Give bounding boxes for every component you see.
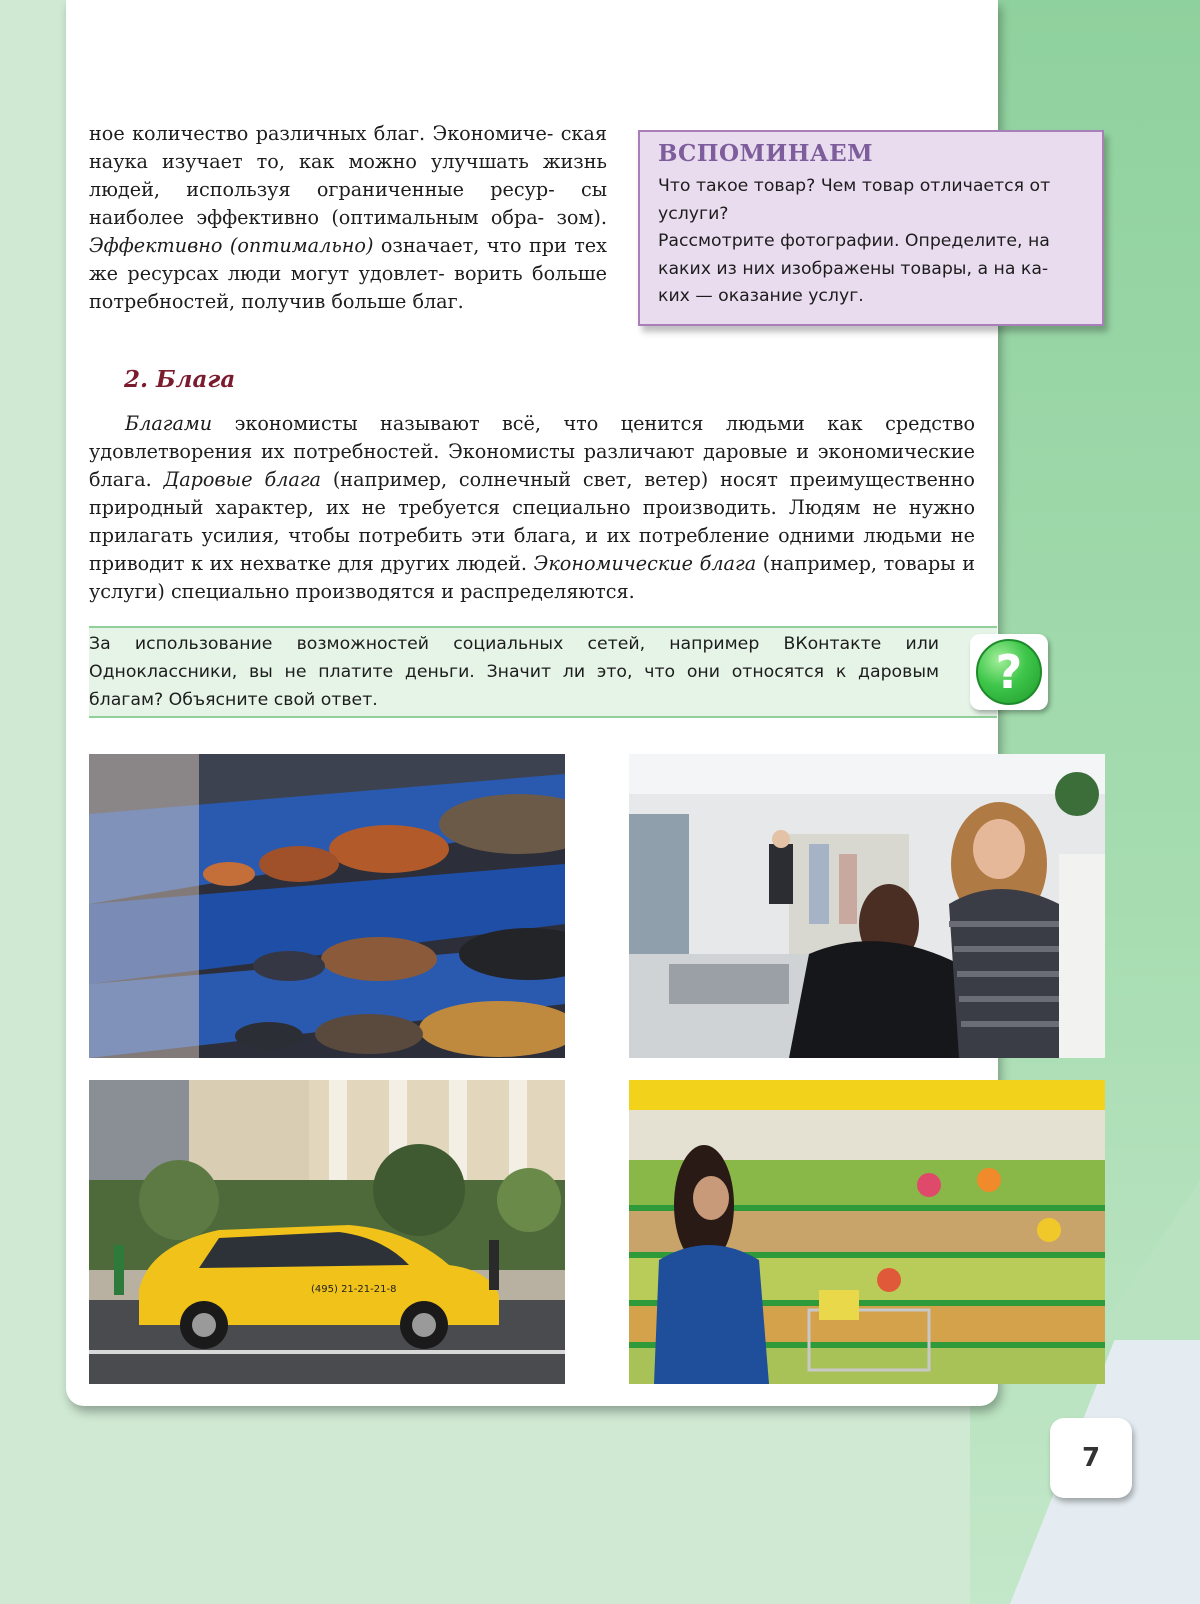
taxi-phone-label: (495) 21-21-21-8 — [311, 1284, 397, 1295]
question-mark-icon: ? — [976, 639, 1042, 705]
photo-hair-salon — [629, 754, 1105, 1058]
remember-text: Что такое товар? Чем товар отличается от услуги? Рассмотрите фотографии. Определите, на каких из них изображены товары, а на ка- ких — оказание услуг. — [658, 176, 1051, 306]
goods-paragraph: Благами экономисты называют всё, что ценится людьми как средство удовлетворения их потребностей. Экономисты различают даровые и экономические блага. Даровые блага (например, солнечный свет, ветер) носят преимущественно природный характер, их не требуется специально производить. Людям не нужно прилагать усилия, чтобы потребить эти блага, и их потребление одними людьми не приводит к их нехватке для других людей. Экономические блага (например, товары и услуги) специально производятся и распределяются. — [89, 412, 975, 603]
remember-title: ВСПОМИНАЕМ — [658, 140, 874, 167]
question-icon-badge — [970, 634, 1048, 710]
intro-paragraph: ное количество различных благ. Экономиче- ская наука изучает то, как можно улучшать жизнь людей, используя ограниченные ресур- сы наиболее эффективно (оптимальным обра- зом). Эффективно (оптимально) означает, что при тех же ресурсах люди могут удовлет- ворить больше потребностей, получив больше благ. — [89, 122, 607, 313]
photo-supermarket — [629, 1080, 1105, 1384]
question-text: За использование возможностей социальных сетей, например ВКонтакте или Одноклассники, вы не платите деньги. Значит ли это, что они относятся к даровым благам? Объясните свой ответ. — [89, 634, 939, 710]
page-number: 7 — [1050, 1418, 1132, 1498]
remember-box — [638, 130, 1104, 326]
section-heading: 2. Блага — [124, 366, 236, 393]
photo-shoe-store — [89, 754, 565, 1058]
photo-taxi — [89, 1080, 565, 1384]
